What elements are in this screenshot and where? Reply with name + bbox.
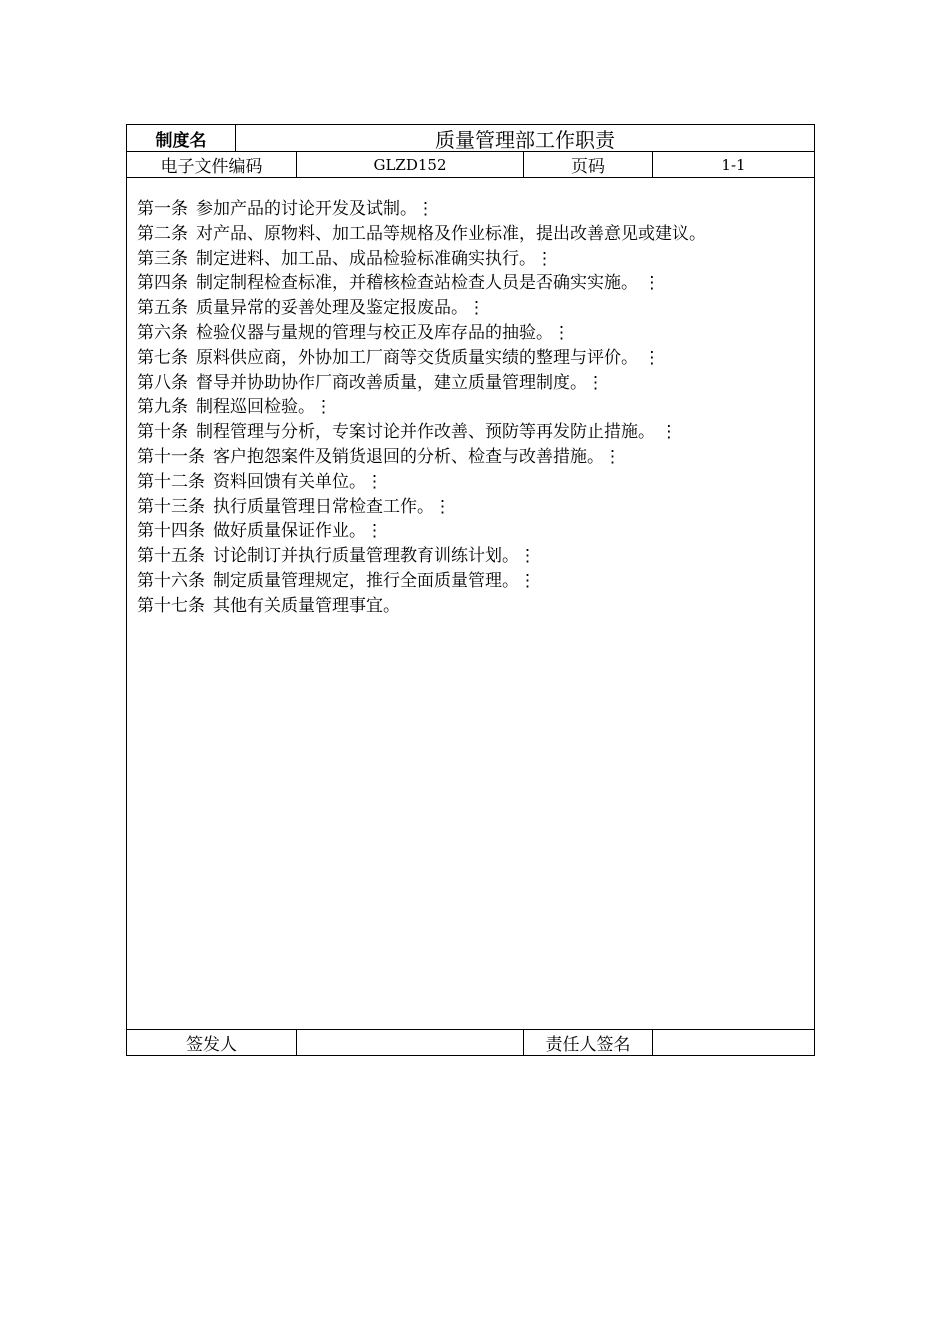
article-item — [137, 395, 706, 420]
article-item — [137, 569, 706, 594]
article-item — [137, 594, 706, 619]
article-text: 检验仪器与量规的管理与校正及库存品的抽验。⋮ — [196, 322, 570, 343]
article-number: 第八条 — [137, 372, 188, 393]
article-text: 原料供应商，外协加工厂商等交货质量实绩的整理与评价。 ⋮ — [196, 347, 661, 368]
article-text: 质量异常的妥善处理及鉴定报废品。⋮ — [196, 298, 485, 319]
article-item — [137, 222, 706, 247]
article-text: 讨论制订并执行质量管理教育训练计划。⋮ — [213, 546, 536, 567]
article-item — [137, 371, 706, 396]
file-code-label: 电子文件编码 — [127, 152, 297, 177]
article-text: 执行质量管理日常检查工作。⋮ — [213, 496, 451, 517]
article-number: 第五条 — [137, 298, 188, 319]
issuer-label: 签发人 — [127, 1030, 297, 1055]
info-row — [127, 152, 814, 178]
article-number: 第十六条 — [137, 570, 205, 591]
title-row — [127, 125, 814, 152]
article-text: 其他有关质量管理事宜。 — [213, 595, 400, 616]
article-item — [137, 470, 706, 495]
article-number: 第十四条 — [137, 521, 205, 542]
article-text: 制定质量管理规定，推行全面质量管理。⋮ — [213, 570, 536, 591]
article-item — [137, 420, 706, 445]
article-number: 第九条 — [137, 397, 188, 418]
article-item — [137, 445, 706, 470]
article-item — [137, 296, 706, 321]
article-number: 第二条 — [137, 223, 188, 244]
article-text: 制程巡回检验。⋮ — [196, 397, 332, 418]
article-text: 客户抱怨案件及销货退回的分析、检查与改善措施。⋮ — [213, 446, 621, 467]
article-number: 第三条 — [137, 248, 188, 269]
article-number: 第十条 — [137, 422, 188, 443]
file-code-value: GLZD152 — [297, 152, 524, 177]
article-number: 第十一条 — [137, 446, 205, 467]
document-title: 质量管理部工作职责 — [435, 127, 615, 152]
article-item — [137, 271, 706, 296]
responsible-signature-label: 责任人签名 — [524, 1030, 653, 1055]
article-text: 对产品、原物料、加工品等规格及作业标准，提出改善意见或建议。 — [196, 223, 706, 244]
article-item — [137, 346, 706, 371]
article-item — [137, 321, 706, 346]
article-text: 制定进料、加工品、成品检验标准确实执行。⋮ — [196, 248, 553, 269]
article-number: 第七条 — [137, 347, 188, 368]
article-number: 第六条 — [137, 322, 188, 343]
article-number: 第四条 — [137, 273, 188, 294]
article-number: 第一条 — [137, 199, 188, 219]
article-item — [137, 247, 706, 272]
article-item — [137, 197, 706, 222]
system-name-label: 制度名 — [127, 125, 236, 151]
article-text: 资料回馈有关单位。⋮ — [213, 471, 383, 492]
article-list — [137, 197, 706, 619]
document-body — [127, 179, 814, 1029]
article-text: 参加产品的讨论开发及试制。⋮ — [196, 199, 434, 219]
article-text: 做好质量保证作业。⋮ — [213, 521, 383, 542]
article-item — [137, 495, 706, 520]
page-value: 1-1 — [721, 155, 746, 174]
responsible-signature-field[interactable] — [653, 1030, 814, 1055]
document-form — [126, 124, 815, 1056]
page-label: 页码 — [524, 152, 653, 177]
article-item — [137, 519, 706, 544]
article-text: 督导并协助协作厂商改善质量，建立质量管理制度。⋮ — [196, 372, 604, 393]
article-number: 第十五条 — [137, 546, 205, 567]
signature-row — [127, 1029, 814, 1055]
article-text: 制定制程检查标准，并稽核检查站检查人员是否确实实施。 ⋮ — [196, 273, 661, 294]
article-number: 第十二条 — [137, 471, 205, 492]
issuer-field[interactable] — [297, 1030, 524, 1055]
article-text: 制程管理与分析，专案讨论并作改善、预防等再发防止措施。 ⋮ — [196, 422, 678, 443]
article-number: 第十三条 — [137, 496, 205, 517]
article-number: 第十七条 — [137, 595, 205, 616]
article-item — [137, 544, 706, 569]
